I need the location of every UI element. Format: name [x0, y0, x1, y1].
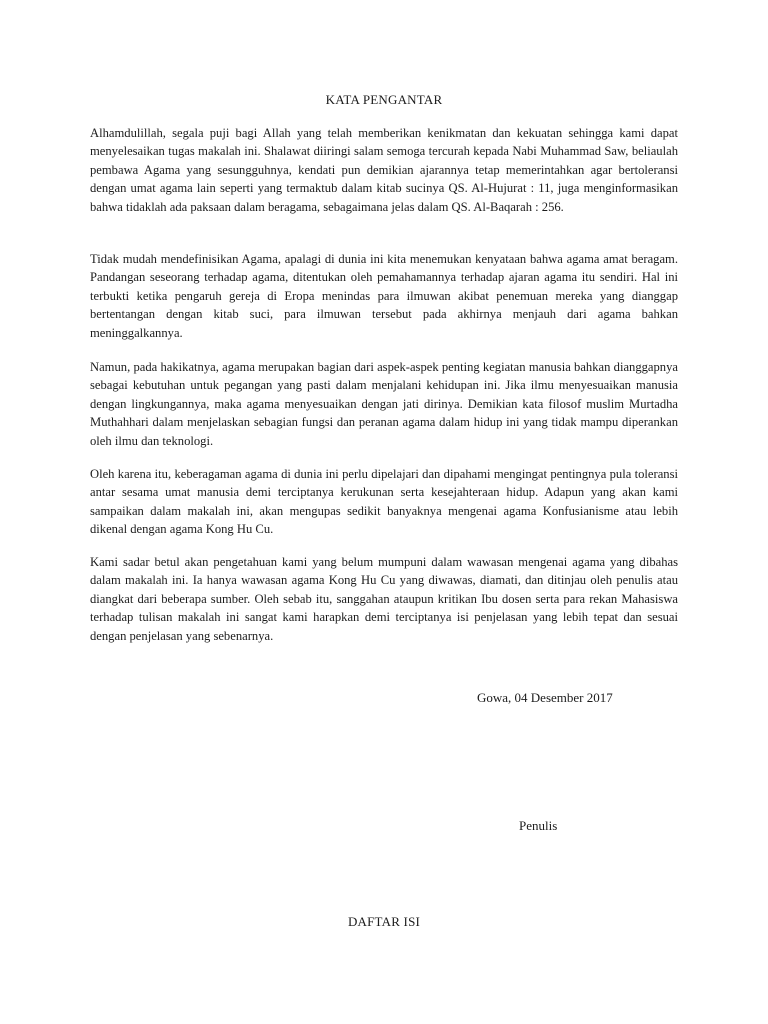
place-date: Gowa, 04 Desember 2017	[477, 690, 613, 705]
paragraph-4: Oleh karena itu, keberagaman agama di dunia ini perlu dipelajari dan dipahami mengingat pentingnya pula toleransi antar sesama umat manusia demi terciptanya kerukunan serta kesejahteraan hidup. Adapun yang akan kami sampaikan dalam makalah ini, akan mengupas sedikit banyaknya mengenai agama Konfusianisme atau lebih dikenal dengan agama Kong Hu Cu.	[90, 467, 678, 537]
table-of-contents-heading: DAFTAR ISI	[347, 914, 421, 929]
author-signature: Penulis	[519, 818, 558, 833]
page-title: KATA PENGANTAR	[325, 92, 443, 107]
paragraph-3: Namun, pada hakikatnya, agama merupakan bagian dari aspek-aspek penting kegiatan manusia bahkan dianggapnya sebagai kebutuhan untuk pegangan yang pasti dalam menjalani kehidupan ini. Jika ilmu menyesuaikan manusia dengan lingkungannya, maka agama menyesuaikan dengan jati dirinya. Demikian kata filosof muslim Murtadha Muthahhari dalam menjelaskan sebagian fungsi dan peranan agama dalam hidup ini yang tidak mampu diperankan oleh ilmu dan teknologi.	[90, 360, 678, 448]
paragraph-5: Kami sadar betul akan pengetahuan kami yang belum mumpuni dalam wawasan mengenai agama yang dibahas dalam makalah ini. Ia hanya wawasan agama Kong Hu Cu yang diwawas, diamati, dan ditinjau oleh penulis atau diangkat dari beberapa sumber. Oleh sebab itu, sanggahan ataupun kritikan Ibu dosen serta para rekan Mahasiswa terhadap tulisan makalah ini sangat kami harapkan demi terciptanya isi penjelasan yang lebih tepat dan sesuai dengan penjelasan yang sebenarnya.	[90, 555, 678, 643]
paragraph-2: Tidak mudah mendefinisikan Agama, apalagi di dunia ini kita menemukan kenyataan bahwa agama amat beragam. Pandangan seseorang terhadap agama, ditentukan oleh pemahamannya terhadap ajaran agama itu sendiri. Hal ini terbukti ketika pengaruh gereja di Eropa menindas para ilmuwan akibat penemuan mereka yang dianggap bertentangan dengan kitab suci, para ilmuwan tersebut pada akhirnya menjauh dari agama bahkan meninggalkannya.	[90, 252, 678, 340]
paragraph-1: Alhamdulillah, segala puji bagi Allah yang telah memberikan kenikmatan dan kekuatan sehingga kami dapat menyelesaikan tugas makalah ini. Shalawat diiringi salam semoga tercurah kepada Nabi Muhammad Saw, beliaulah pembawa Agama yang sesungguhnya, kendati pun demikian ajarannya tetap memerintahkan agar bertoleransi dengan umat agama lain seperti yang termaktub dalam kitab sucinya QS. Al-Hujurat : 11, juga menginformasikan bahwa tidaklah ada paksaan dalam beragama, sebagaimana jelas dalam QS. Al-Baqarah : 256.	[90, 126, 678, 214]
